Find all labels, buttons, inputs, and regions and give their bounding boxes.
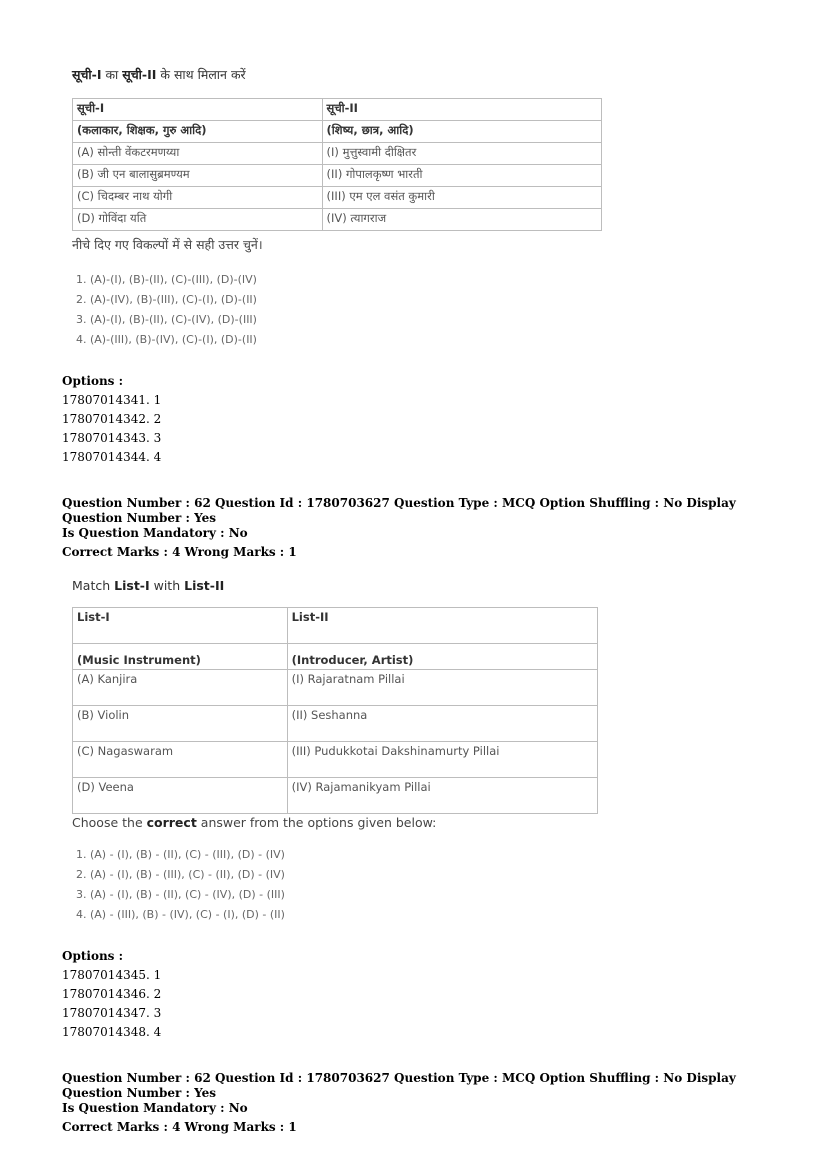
- options-label: Options :: [62, 949, 124, 963]
- q1-header-list1: सूची-I: [73, 99, 323, 121]
- table-cell: (B) Violin: [73, 706, 288, 742]
- table-row: [73, 143, 602, 165]
- q2-header-list1: List-I: [73, 608, 288, 644]
- option-id: 17807014347. 3: [62, 1006, 162, 1020]
- list-item: 2. (A) - (I), (B) - (III), (C) - (II), (D) - (IV): [76, 868, 285, 881]
- question-meta-line: Question Number : 62 Question Id : 1780703627 Question Type : MCQ Option Shuffling : No Display Question Number : Yes: [62, 496, 736, 525]
- q2-match-table: [72, 607, 598, 814]
- table-row: [73, 209, 602, 231]
- q1-instruction: सूची-I का सूची-II के साथ मिलान करें: [72, 67, 246, 82]
- q2-table-subheader-row: [73, 644, 598, 670]
- table-row: [73, 670, 598, 706]
- q2-subheader-list2: (Introducer, Artist): [287, 644, 597, 670]
- q1-subheader-list1: (कलाकार, शिक्षक, गुरु आदि): [73, 121, 323, 143]
- table-row: [73, 778, 598, 814]
- table-row: [73, 706, 598, 742]
- option-id: 17807014345. 1: [62, 968, 162, 982]
- q2-table-header-row: [73, 608, 598, 644]
- table-cell: (II) गोपालकृष्ण भारती: [322, 165, 601, 187]
- q1-subheader-list2: (शिष्य, छात्र, आदि): [322, 121, 601, 143]
- table-cell: (III) Pudukkotai Dakshinamurty Pillai: [287, 742, 597, 778]
- option-id: 17807014342. 2: [62, 412, 162, 426]
- list-item: 4. (A)-(III), (B)-(IV), (C)-(I), (D)-(II): [76, 333, 257, 346]
- question-mandatory-line: Is Question Mandatory : No: [62, 1101, 248, 1115]
- question-info: [62, 496, 782, 560]
- q2-instruction: Match List-I with List-II: [72, 578, 225, 593]
- table-cell: (D) गोविंदा यति: [73, 209, 323, 231]
- table-row: [73, 187, 602, 209]
- table-row: [73, 165, 602, 187]
- q2-instruction-list2: List-II: [184, 578, 225, 593]
- question-meta-line: Question Number : 62 Question Id : 1780703627 Question Type : MCQ Option Shuffling : No Display Question Number : Yes: [62, 1071, 736, 1100]
- q1-instruction-list2: सूची-II: [122, 67, 157, 82]
- q1-choose-text: नीचे दिए गए विकल्पों में से सही उत्तर चुनें।: [72, 237, 263, 252]
- table-cell: (I) मुत्तुस्वामी दीक्षितर: [322, 143, 601, 165]
- q2-subheader-list1: (Music Instrument): [73, 644, 288, 670]
- q2-choose-text: Choose the correct answer from the options given below:: [72, 815, 437, 830]
- option-id: 17807014346. 2: [62, 987, 162, 1001]
- table-cell: (C) Nagaswaram: [73, 742, 288, 778]
- marks-line: Correct Marks : 4 Wrong Marks : 1: [62, 545, 297, 559]
- table-cell: (IV) त्यागराज: [322, 209, 601, 231]
- table-cell: (A) सोन्ती वेंकटरमणय्या: [73, 143, 323, 165]
- list-item: 4. (A) - (III), (B) - (IV), (C) - (I), (D) - (II): [76, 908, 285, 921]
- list-item: 1. (A) - (I), (B) - (II), (C) - (III), (D) - (IV): [76, 848, 285, 861]
- q1-answer-options: [76, 270, 257, 350]
- option-id: 17807014341. 1: [62, 393, 162, 407]
- table-row: [73, 742, 598, 778]
- option-id-list: [62, 966, 161, 1042]
- option-id: 17807014344. 4: [62, 450, 162, 464]
- options-label: Options :: [62, 374, 124, 388]
- option-id: 17807014343. 3: [62, 431, 162, 445]
- marks-line: Correct Marks : 4 Wrong Marks : 1: [62, 1120, 297, 1134]
- option-id: 17807014348. 4: [62, 1025, 162, 1039]
- table-cell: (B) जी एन बालासुब्रमण्यम: [73, 165, 323, 187]
- q1-table-header-row: [73, 99, 602, 121]
- table-cell: (D) Veena: [73, 778, 288, 814]
- table-cell: (I) Rajaratnam Pillai: [287, 670, 597, 706]
- table-cell: (C) चिदम्बर नाथ योगी: [73, 187, 323, 209]
- q2-header-list2: List-II: [287, 608, 597, 644]
- q2-answer-options: [76, 845, 285, 925]
- q1-table-subheader-row: [73, 121, 602, 143]
- list-item: 2. (A)-(IV), (B)-(III), (C)-(I), (D)-(II): [76, 293, 257, 306]
- table-cell: (IV) Rajamanikyam Pillai: [287, 778, 597, 814]
- q1-instruction-list1: सूची-I: [72, 67, 102, 82]
- list-item: 3. (A) - (I), (B) - (II), (C) - (IV), (D) - (III): [76, 888, 285, 901]
- list-item: 1. (A)-(I), (B)-(II), (C)-(III), (D)-(IV): [76, 273, 257, 286]
- question-mandatory-line: Is Question Mandatory : No: [62, 526, 248, 540]
- q2-instruction-list1: List-I: [114, 578, 150, 593]
- q2-choose-emphasis: correct: [146, 815, 197, 830]
- table-cell: (II) Seshanna: [287, 706, 597, 742]
- q1-match-table: [72, 98, 602, 231]
- option-id-list: [62, 391, 161, 467]
- table-cell: (A) Kanjira: [73, 670, 288, 706]
- table-cell: (III) एम एल वसंत कुमारी: [322, 187, 601, 209]
- question-info: [62, 1071, 782, 1135]
- q1-header-list2: सूची-II: [322, 99, 601, 121]
- list-item: 3. (A)-(I), (B)-(II), (C)-(IV), (D)-(III): [76, 313, 257, 326]
